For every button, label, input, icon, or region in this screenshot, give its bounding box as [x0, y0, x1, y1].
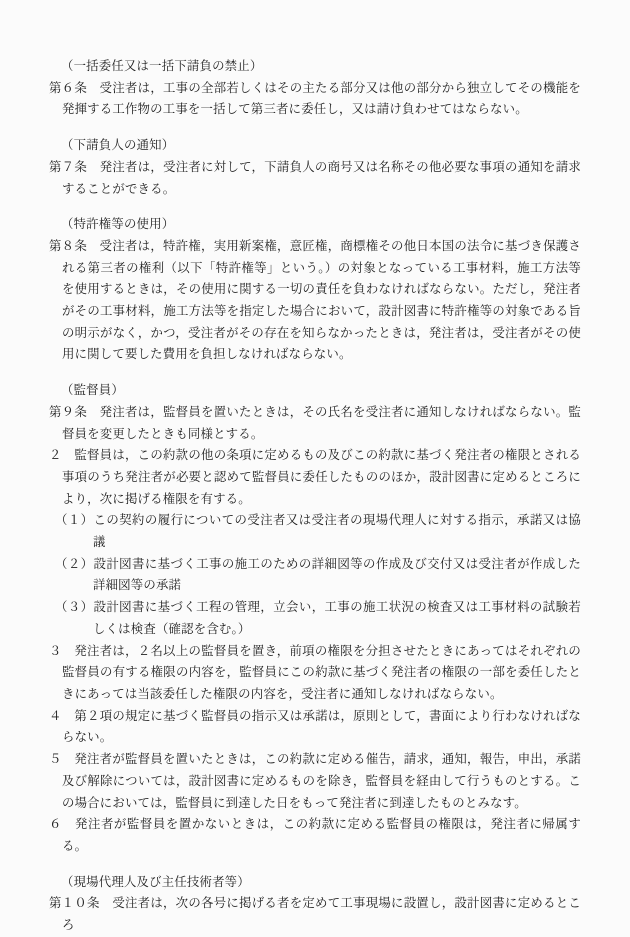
clause-paragraph: ５ 発注者が監督員を置いたときは，この約款に定める催告，請求，通知，報告，申出，承諾及び解除については，設計図書に定めるものを除き，監督員を経由して行うものとする。この場合においては，監督員に到達した日をもって発注者に到達したものとみなす。: [49, 752, 581, 810]
clause-paragraph: ６ 発注者が監督員を置かないときは，この約款に定める監督員の権限は，発注者に帰属する。: [49, 817, 581, 853]
clause-item: （３）設計図書に基づく工程の管理，立会い，工事の施工状況の検査又は工事材料の試験若しくは検査（確認を含む。）: [55, 600, 581, 636]
section-heading: （監督員）: [61, 383, 124, 398]
clause-paragraph: 第１０条 受注者は，次の各号に掲げる者を定めて工事現場に設置し，設計図書に定めるところ: [49, 896, 581, 933]
contract-section: [49, 135, 581, 200]
clause-item: （１）この契約の履行についての受注者又は受注者の現場代理人に対する指示，承諾又は協議: [55, 513, 581, 550]
contract-section: [49, 56, 581, 121]
clause-item: （２）設計図書に基づく工事の施工のための詳細図等の作成及び交付又は受注者が作成した詳細図等の承諾: [55, 556, 581, 593]
document-body: [49, 56, 581, 937]
section-heading: （現場代理人及び主任技術者等）: [61, 874, 250, 889]
clause-paragraph: 第６条 受注者は，工事の全部若しくはその主たる部分又は他の部分から独立してその機能を発揮する工作物の工事を一括して第三者に委任し，又は請け負わせてはならない。: [49, 80, 581, 117]
section-heading: （下請負人の通知）: [61, 138, 175, 153]
clause-paragraph: ２ 監督員は，この約款の他の条項に定めるもの及びこの約款に基づく発注者の権限とされる事項のうち発注者が必要と認めて監督員に委任したもののほか，設計図書に定めるところにより，次に掲げる権限を有する。: [49, 448, 581, 506]
section-heading: （特許権等の使用）: [61, 217, 175, 232]
section-heading: （一括委任又は一括下請負の禁止）: [61, 59, 263, 73]
contract-section: [49, 380, 581, 857]
contract-section: [49, 214, 581, 366]
contract-section: [49, 872, 581, 937]
clause-paragraph: 第９条 発注者は，監督員を置いたときは，その氏名を受注者に通知しなければならない。監督員を変更したときも同様とする。: [49, 404, 581, 441]
clause-paragraph: 第８条 受注者は，特許権，実用新案権，意匠権，商標権その他日本国の法令に基づき保護される第三者の権利（以下「特許権等」という。）の対象となっている工事材料，施工方法等を使用するときは，その使用に関する一切の責任を負わなければならない。ただし，発注者がその工事材料，施工方法等を指定した場合において，設計図書に特許権等の対象である旨の明示がなく，かつ，受注者がその存在を知らなかったときは，発注者は，受注者がその使用に関して要した費用を負担しなければならない。: [49, 238, 581, 362]
clause-paragraph: ３ 発注者は，２名以上の監督員を置き，前項の権限を分担させたときにあってはそれぞれの監督員の有する権限の内容を，監督員にこの約款に基づく発注者の権限の一部を委任したときにあっては当該委任した権限の内容を，受注者に通知しなければならない。: [49, 643, 581, 701]
clause-paragraph: 第７条 発注者は，受注者に対して，下請負人の商号又は名称その他必要な事項の通知を請求することができる。: [49, 159, 581, 196]
clause-paragraph: ４ 第２項の規定に基づく監督員の指示又は承諾は，原則として，書面により行わなければならない。: [49, 708, 581, 745]
